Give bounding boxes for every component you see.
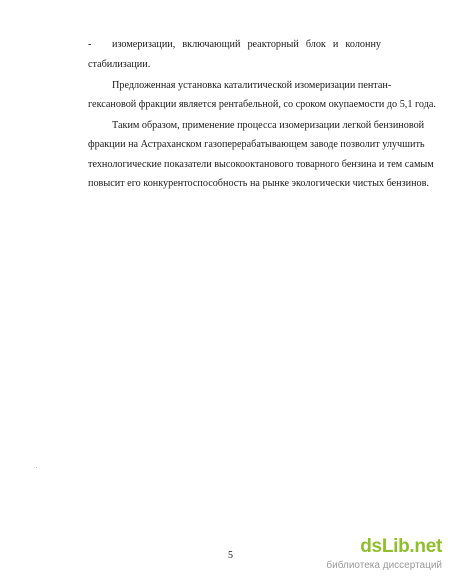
text-line: Таким образом, применение процесса изомеризации легкой бензиновой — [112, 120, 425, 131]
text-line: изомеризации, включающий реакторный блок и колонну — [112, 39, 381, 50]
text-line: стабилизации. — [88, 59, 151, 70]
text-line: гексановой фракции является рентабельной, со сроком окупаемости до 5,1 года. — [88, 99, 436, 110]
watermark-tagline: библиотека диссертаций — [326, 560, 442, 571]
text-line: фракции на Астраханском газоперерабатывающем заводе позволит улучшить — [88, 139, 425, 150]
text-line: Предложенная установка каталитической изомеризации пентан- — [112, 80, 392, 91]
scan-speck — [36, 467, 37, 468]
text-line: технологические показатели высокооктанового товарного бензина и тем самым — [88, 159, 434, 170]
watermark[interactable] — [326, 536, 446, 576]
text-line: повысит его конкурентоспособность на рынке экологически чистых бензинов. — [88, 178, 430, 189]
watermark-logo[interactable]: dsLib.net — [360, 536, 442, 557]
page-number: 5 — [228, 550, 233, 561]
list-dash: - — [88, 39, 92, 50]
